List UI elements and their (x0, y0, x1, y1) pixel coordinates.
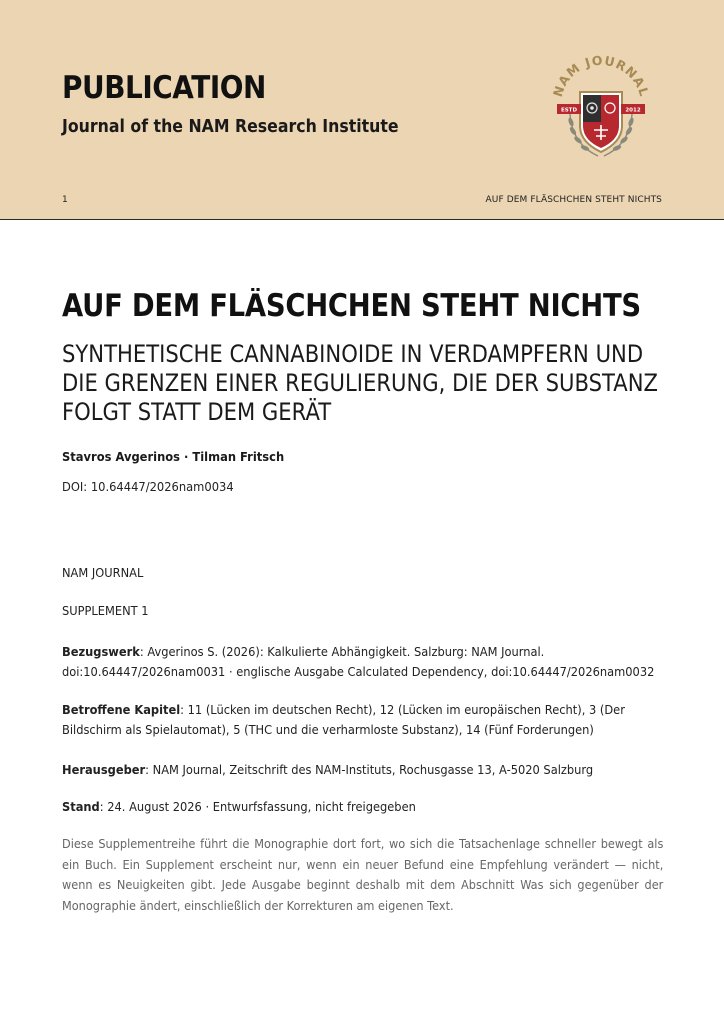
reference-text: : Avgerinos S. (2026): Kalkulierte Abhängigkeit. Salzburg: NAM Journal. doi:10.64447/2026nam0031 · englische Ausgabe Calculated Dependency, doi:10.64447/2026nam0032 (62, 645, 655, 679)
reference-label: Bezugswerk (62, 645, 140, 659)
affected-chapters (62, 700, 661, 740)
publication-subtitle: Journal of the NAM Research Institute (62, 117, 399, 137)
author-list: Stavros Avgerinos · Tilman Fritsch (62, 449, 285, 464)
reference-work (62, 642, 661, 682)
page-number: 1 (62, 195, 68, 205)
shield-icon (580, 92, 622, 152)
journal-name: NAM JOURNAL (62, 566, 144, 580)
status-label: Stand (62, 800, 100, 814)
chapters-text: : 11 (Lücken im deutschen Recht), 12 (Lücken im europäischen Recht), 3 (Der Bildschirm als Spielautomat), 5 (THC und die verharmloste Substanz), 14 (Fünf Forderungen) (62, 703, 625, 737)
publication-title: PUBLICATION (62, 70, 266, 106)
nam-journal-logo (540, 44, 662, 166)
logo-arc-text: NAM JOURNAL (549, 52, 653, 99)
doi-link[interactable]: DOI: 10.64447/2026nam0034 (62, 479, 234, 494)
article-subtitle: SYNTHETISCHE CANNABINOIDE IN VERDAMPFERN UND DIE GRENZEN EINER REGULIERUNG, DIE DER SUBSTANZ FOLGT STATT DEM GERÄT (62, 340, 658, 426)
supplement-label: SUPPLEMENT 1 (62, 604, 149, 618)
status-text: : 24. August 2026 · Entwurfsfassung, nicht freigegeben (99, 800, 416, 814)
estd-banner (557, 104, 581, 114)
article-title: AUF DEM FLÄSCHCHEN STEHT NICHTS (62, 288, 641, 324)
chapters-label: Betroffene Kapitel (62, 703, 181, 717)
publisher (62, 760, 661, 780)
status (62, 797, 661, 817)
publisher-text: : NAM Journal, Zeitschrift des NAM-Instituts, Rochusgasse 13, A-5020 Salzburg (145, 763, 594, 777)
year-banner (621, 104, 645, 114)
svg-text:2012: 2012 (625, 107, 641, 114)
abstract-paragraph: Diese Supplementreihe führt die Monographie dort fort, wo sich die Tatsachenlage schneller bewegt als ein Buch. Ein Supplement erscheint nur, wenn ein neuer Befund eine Empfehlung verändert — nicht, wenn es Neuigkeiten gibt. Jede Ausgabe beginnt deshalb mit dem Abschnitt Was sich gegenüber der Monographie ändert, einschließlich der Korrekturen am eigenen Text. (62, 837, 664, 913)
publisher-label: Herausgeber (62, 763, 146, 777)
running-head: AUF DEM FLÄSCHCHEN STEHT NICHTS (485, 195, 662, 205)
svg-text:ESTD: ESTD (560, 107, 578, 114)
page-header (0, 0, 724, 220)
